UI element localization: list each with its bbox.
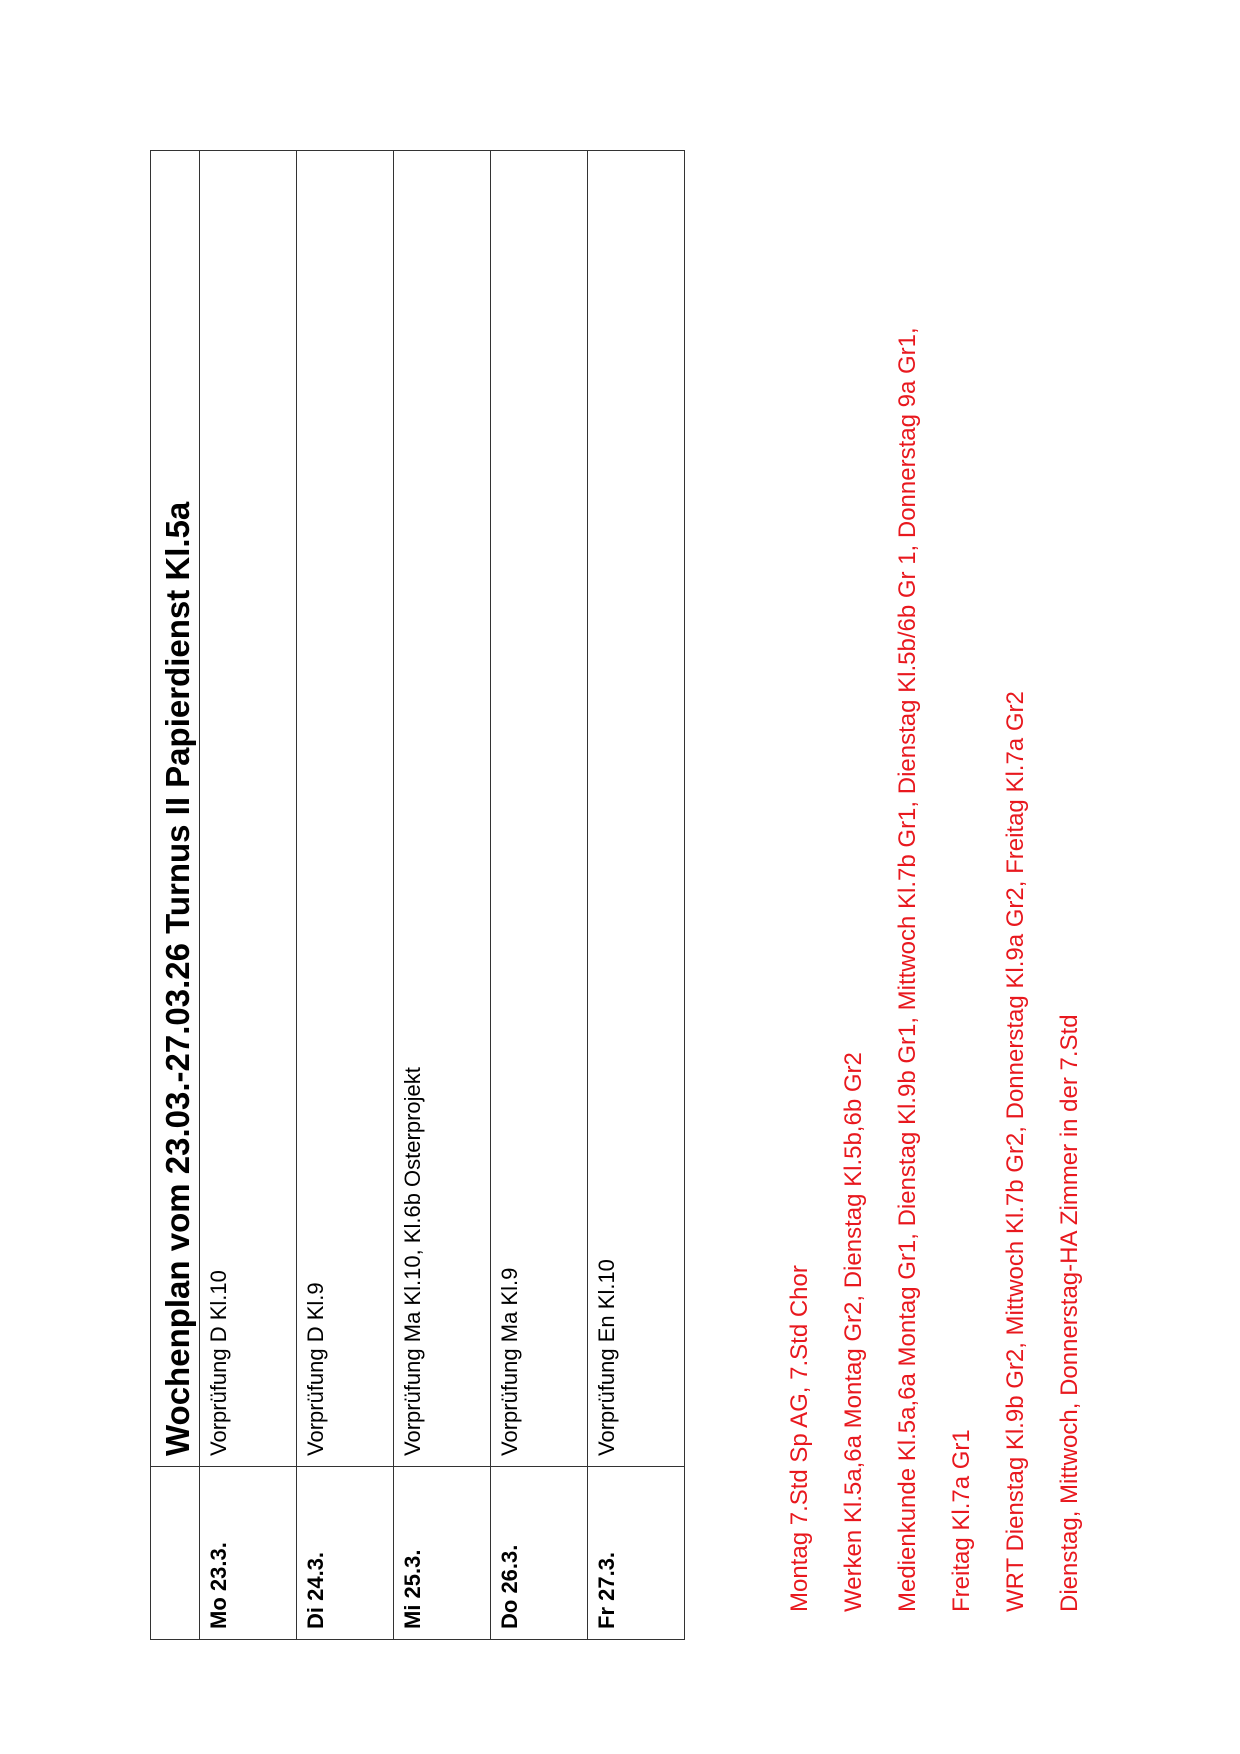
note-line: WRT Dienstag Kl.9b Gr2, Mittwoch Kl.7b Gr2, Donnerstag Kl.9a Gr2, Freitag Kl.7a Gr2 (1002, 691, 1029, 1612)
note-line: Freitag Kl.7a Gr1 (948, 1429, 975, 1612)
header-empty-cell (151, 1467, 200, 1640)
table-row (491, 151, 588, 1640)
day-cell: Di 24.3. (297, 1467, 394, 1640)
note-line: Dienstag, Mittwoch, Donnerstag-HA Zimmer in der 7.Std (1056, 1014, 1083, 1612)
day-cell: Fr 27.3. (588, 1467, 685, 1640)
table-row (200, 151, 297, 1640)
table-row (394, 151, 491, 1640)
notes-section (780, 327, 1104, 1612)
week-plan-table (150, 150, 685, 1640)
entry-cell: Vorprüfung En Kl.10 (588, 151, 685, 1467)
note-line: Medienkunde Kl.5a,6a Montag Gr1, Dienstag Kl.9b Gr1, Mittwoch Kl.7b Gr1, Dienstag Kl.5b/6b Gr 1, Donnerstag 9a Gr1, (894, 327, 921, 1612)
entry-cell: Vorprüfung Ma Kl.9 (491, 151, 588, 1467)
table-header-row (151, 151, 200, 1640)
entry-cell: Vorprüfung Ma Kl.10, Kl.6b Osterprojekt (394, 151, 491, 1467)
note-line: Montag 7.Std Sp AG, 7.Std Chor (786, 1265, 813, 1612)
note-line: Werken Kl.5a,6a Montag Gr2, Dienstag Kl.5b,6b Gr2 (840, 1052, 867, 1612)
table-row (297, 151, 394, 1640)
day-cell: Mo 23.3. (200, 1467, 297, 1640)
day-cell: Mi 25.3. (394, 1467, 491, 1640)
entry-cell: Vorprüfung D Kl.9 (297, 151, 394, 1467)
day-cell: Do 26.3. (491, 1467, 588, 1640)
rotated-page (150, 150, 1150, 1640)
entry-cell: Vorprüfung D Kl.10 (200, 151, 297, 1467)
table-row (588, 151, 685, 1640)
plan-title: Wochenplan vom 23.03.-27.03.26 Turnus II Papierdienst Kl.5a (151, 151, 200, 1467)
